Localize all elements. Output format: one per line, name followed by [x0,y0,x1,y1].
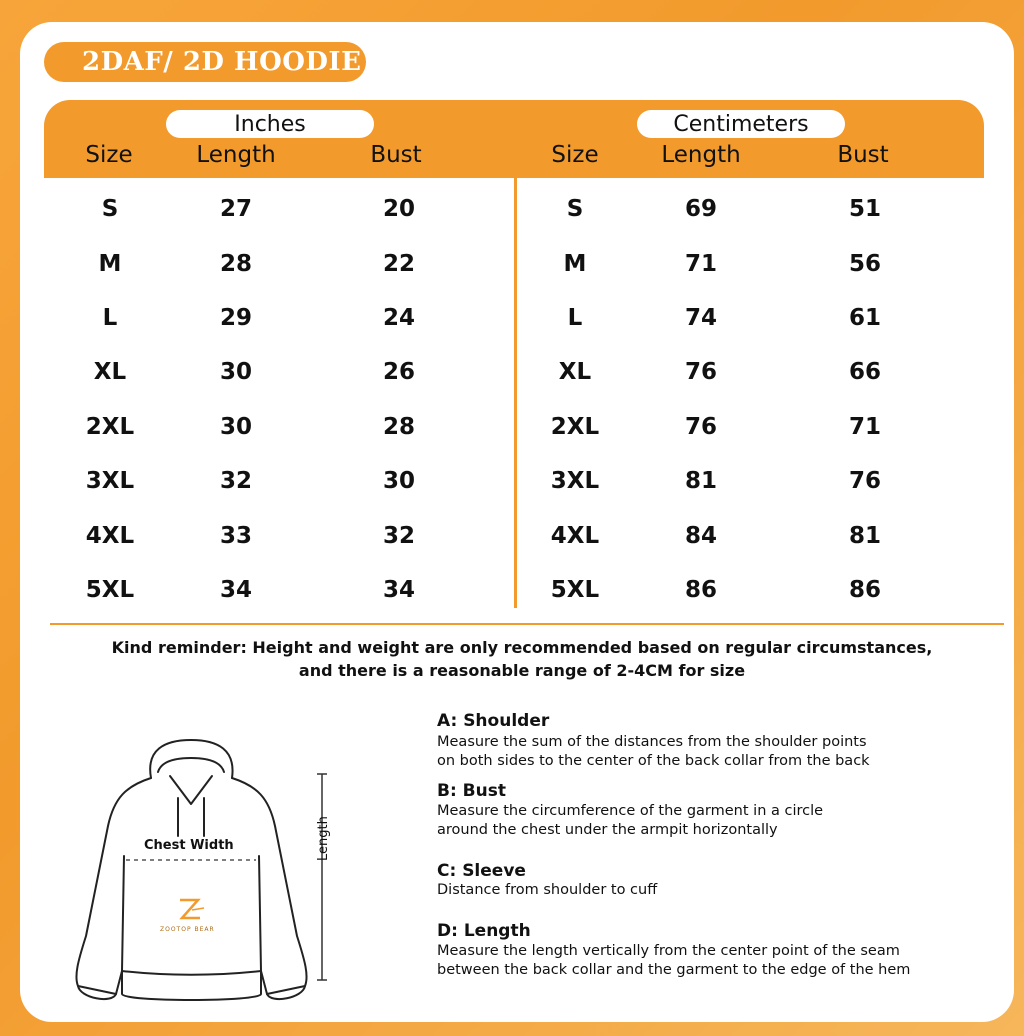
length-cm-cell: 81 [684,468,717,494]
bust-cm-cell: 56 [848,251,881,277]
chest-width-label: Chest Width [144,838,234,853]
length-in-cell: 30 [219,414,252,440]
length-label: Length [316,816,331,861]
measure-title: C: Sleeve [437,861,526,881]
length-in-cell: 30 [219,359,252,385]
hoodie-diagram [66,736,366,1010]
size-cell: XL [558,359,592,385]
size-cell: M [563,251,587,277]
length-in-cell: 33 [219,523,252,549]
bust-in-cell: 20 [382,196,415,222]
length-cm-cell: 84 [684,523,717,549]
section-divider [50,623,1004,625]
measure-title: B: Bust [437,781,506,801]
measure-desc [437,942,997,980]
header-length-inches: Length [196,142,276,168]
length-cm-cell: 69 [684,196,717,222]
bust-cm-cell: 61 [848,305,881,331]
measure-desc-line: around the chest under the armpit horizontally [437,822,778,838]
measure-desc [437,733,997,771]
size-cell: M [98,251,122,277]
table-row [0,462,1024,502]
header-length-cm: Length [661,142,741,168]
header-bust-cm: Bust [837,142,889,168]
length-cm-cell: 74 [684,305,717,331]
inches-label: Inches [166,110,374,138]
size-cell: 3XL [550,468,600,494]
measure-desc-line: between the back collar and the garment to the edge of the hem [437,962,911,978]
length-in-cell: 29 [219,305,252,331]
bust-cm-cell: 76 [848,468,881,494]
bust-cm-cell: 81 [848,523,881,549]
size-cell: L [567,305,583,331]
measure-desc [437,881,997,900]
measure-desc-line: Measure the length vertically from the center point of the seam [437,943,900,959]
table-row [0,517,1024,557]
measure-desc-line: Measure the circumference of the garment in a circle [437,803,824,819]
size-cell: 2XL [550,414,600,440]
bust-cm-cell: 86 [848,577,881,603]
centimeters-label: Centimeters [637,110,845,138]
bust-in-cell: 32 [382,523,415,549]
length-in-cell: 34 [219,577,252,603]
table-row [0,190,1024,230]
bust-in-cell: 34 [382,577,415,603]
size-cell: 3XL [85,468,135,494]
size-cell: S [566,196,584,222]
table-row [0,245,1024,285]
measure-desc-line: Measure the sum of the distances from the shoulder points [437,734,867,750]
hoodie-outline-icon [66,736,366,1006]
kind-reminder [40,636,1004,682]
length-in-cell: 27 [219,196,252,222]
page-title: 2DAF/ 2D HOODIE [82,47,362,77]
bust-cm-cell: 66 [848,359,881,385]
measure-title: A: Shoulder [437,711,550,731]
measure-title: D: Length [437,921,531,941]
bust-in-cell: 30 [382,468,415,494]
size-cell: 4XL [550,523,600,549]
measure-desc [437,802,997,840]
bust-in-cell: 26 [382,359,415,385]
size-cell: 5XL [550,577,600,603]
size-cell: 2XL [85,414,135,440]
bust-cm-cell: 51 [848,196,881,222]
reminder-line-1: Kind reminder: Height and weight are only recommended based on regular circumstances, [111,638,933,657]
bust-cm-cell: 71 [848,414,881,440]
table-row [0,299,1024,339]
length-in-cell: 28 [219,251,252,277]
length-cm-cell: 71 [684,251,717,277]
size-cell: S [101,196,119,222]
title-banner [44,42,366,82]
length-cm-cell: 86 [684,577,717,603]
length-in-cell: 32 [219,468,252,494]
size-cell: 4XL [85,523,135,549]
bust-in-cell: 22 [382,251,415,277]
table-row [0,571,1024,611]
size-cell: XL [93,359,127,385]
bust-in-cell: 28 [382,414,415,440]
length-cm-cell: 76 [684,414,717,440]
table-row [0,408,1024,448]
table-row [0,353,1024,393]
header-size-inches: Size [85,142,133,168]
measure-desc-line: on both sides to the center of the back collar from the back [437,753,870,769]
size-cell: 5XL [85,577,135,603]
bust-in-cell: 24 [382,305,415,331]
header-size-cm: Size [551,142,599,168]
measure-desc-line: Distance from shoulder to cuff [437,882,658,898]
header-bust-inches: Bust [370,142,422,168]
size-cell: L [102,305,118,331]
reminder-line-2: and there is a reasonable range of 2-4CM for size [298,661,746,680]
length-cm-cell: 76 [684,359,717,385]
brand-text: ZOOTOP BEAR [160,926,215,933]
